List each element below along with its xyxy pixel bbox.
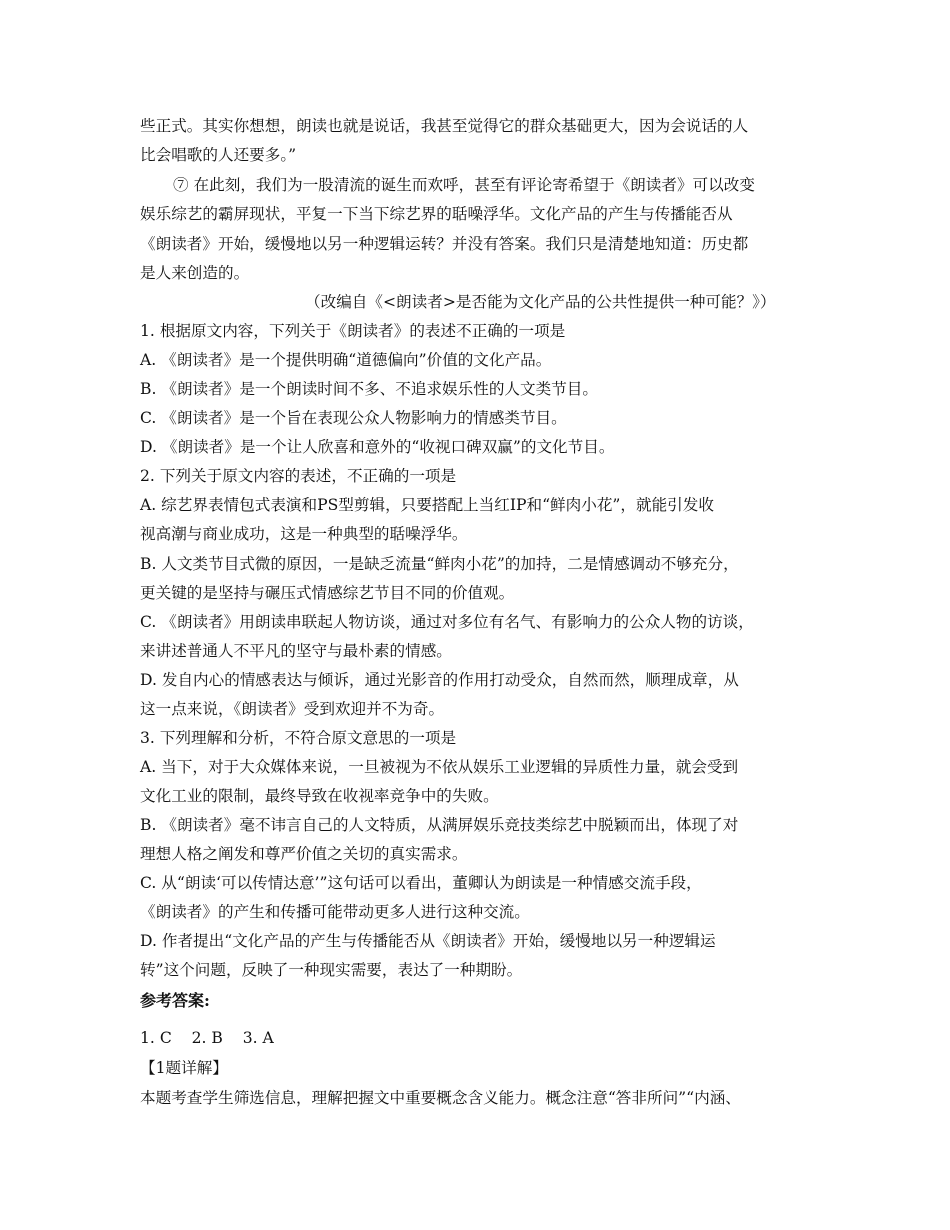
question-1-option-d: D. 《朗读者》是一个让人欣喜和意外的“收视口碑双赢”的文化节目。 bbox=[140, 438, 615, 456]
question-2-option-c-cont: 来讲述普通人不平凡的坚守与最朴素的情感。 bbox=[140, 642, 452, 660]
answer-detail-title: 【1题详解】 bbox=[140, 1059, 228, 1077]
question-3-option-b-cont: 理想人格之阐发和尊严价值之关切的真实需求。 bbox=[140, 845, 468, 863]
question-1-option-b: B. 《朗读者》是一个朗读时间不多、不追求娱乐性的人文类节目。 bbox=[140, 380, 598, 398]
question-3-option-d: D. 作者提出“文化产品的产生与传播能否从《朗读者》开始，缓慢地以另一种逻辑运 bbox=[140, 932, 716, 950]
passage-line: ⑦ 在此刻，我们为一股清流的诞生而欢呼，甚至有评论寄希望于《朗读者》可以改变 bbox=[173, 176, 755, 194]
answers-heading: 参考答案: bbox=[140, 991, 210, 1010]
question-2-stem: 2. 下列关于原文内容的表述，不正确的一项是 bbox=[140, 467, 457, 485]
question-2-option-a: A. 综艺界表情包式表演和PS型剪辑，只要搭配上当红IP和“鲜肉小花”，就能引发收 bbox=[140, 496, 714, 514]
question-2-option-c: C. 《朗读者》用朗读串联起人物访谈，通过对多位有名气、有影响力的公众人物的访谈， bbox=[140, 613, 754, 631]
question-2-option-a-cont: 视高潮与商业成功，这是一种典型的聒噪浮华。 bbox=[140, 525, 468, 543]
question-3-option-d-cont: 转”这个问题，反映了一种现实需要，表达了一种期盼。 bbox=[140, 961, 523, 979]
question-3-option-c-cont: 《朗读者》的产生和传播可能带动更多人进行这种交流。 bbox=[140, 903, 530, 921]
question-1-option-a: A. 《朗读者》是一个提供明确“道德偏向”价值的文化产品。 bbox=[140, 351, 552, 369]
question-2-option-d: D. 发自内心的情感表达与倾诉，通过光影音的作用打动受众，自然而然，顺理成章，从 bbox=[140, 671, 739, 689]
passage-line: 些正式。其实你想想，朗读也就是说话，我甚至觉得它的群众基础更大，因为会说话的人 bbox=[140, 117, 749, 135]
passage-citation: （改编自《<朗读者>是否能为文化产品的公共性提供一种可能？》） bbox=[305, 293, 776, 311]
answer-detail-text: 本题考查学生筛选信息，理解把握文中重要概念含义能力。概念注意“答非所问”“内涵、 bbox=[140, 1089, 741, 1107]
passage-line: 比会唱歌的人还要多。” bbox=[140, 146, 297, 164]
question-3-option-c: C. 从“朗读‘可以传情达意’”这句话可以看出，董卿认为朗读是一种情感交流手段， bbox=[140, 874, 702, 892]
question-1-stem: 1. 根据原文内容，下列关于《朗读者》的表述不正确的一项是 bbox=[140, 322, 566, 340]
question-3-option-a: A. 当下，对于大众媒体来说，一旦被视为不依从娱乐工业逻辑的异质性力量，就会受到 bbox=[140, 758, 739, 776]
question-2-option-d-cont: 这一点来说，《朗读者》受到欢迎并不为奇。 bbox=[140, 700, 445, 718]
passage-line: 《朗读者》开始，缓慢地以另一种逻辑运转？并没有答案。我们只是清楚地知道：历史都 bbox=[140, 235, 749, 253]
question-1-option-c: C. 《朗读者》是一个旨在表现公众人物影响力的情感类节目。 bbox=[140, 409, 567, 427]
passage-line: 娱乐综艺的霸屏现状，平复一下当下综艺界的聒噪浮华。文化产品的产生与传播能否从 bbox=[140, 205, 733, 223]
passage-line: 是人来创造的。 bbox=[140, 264, 250, 282]
question-2-option-b-cont: 更关键的是坚持与碾压式情感综艺节目不同的价值观。 bbox=[140, 584, 515, 602]
question-3-stem: 3. 下列理解和分析，不符合原文意思的一项是 bbox=[140, 729, 457, 747]
question-3-option-a-cont: 文化工业的限制，最终导致在收视率竞争中的失败。 bbox=[140, 787, 499, 805]
answers-line: 1. C 2. B 3. A bbox=[140, 1029, 274, 1047]
question-2-option-b: B. 人文类节目式微的原因，一是缺乏流量“鲜肉小花”的加持，二是情感调动不够充分， bbox=[140, 555, 739, 573]
question-3-option-b: B. 《朗读者》毫不讳言自己的人文特质，从满屏娱乐竞技类综艺中脱颖而出，体现了对 bbox=[140, 816, 739, 834]
